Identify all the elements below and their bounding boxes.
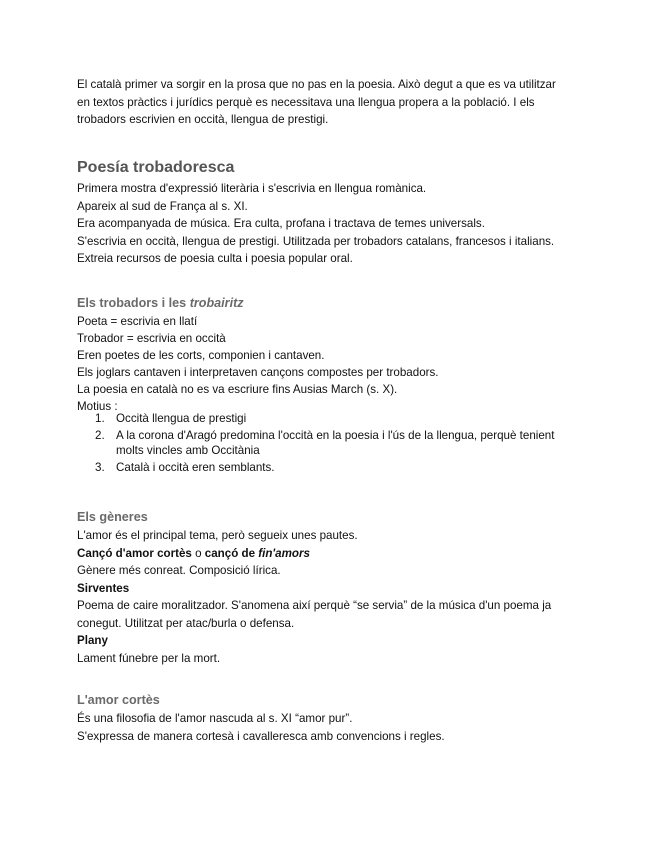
trobadors-line: Poeta = escrivia en llatí	[77, 315, 198, 328]
list-item-text: Català i occità eren semblants.	[116, 460, 275, 474]
section-title-generes: Els gèneres	[77, 510, 148, 524]
plany-heading: Plany	[77, 634, 108, 647]
list-item-text: A la corona d'Aragó predomina l'occità en la poesia i l'ús de la llengua, perquè tenient	[116, 428, 555, 442]
amor-line: S'expressa de manera cortesà i cavalleresca amb convencions i regles.	[77, 729, 445, 743]
plany-description: Lament fúnebre per la mort.	[77, 651, 221, 665]
trobadors-line: Els joglars cantaven i interpretaven cançons compostes per trobadors.	[77, 366, 439, 379]
section-title-trobadors	[77, 295, 244, 312]
canso-or: o	[191, 546, 205, 560]
sirventes-line: Poema de caire moralitzador. S'anomena així perquè “se servia” de la música d'un poema ja	[77, 599, 552, 612]
trobadors-line: Eren poetes de les corts, componien i cantaven.	[77, 349, 325, 362]
intro-line: en textos pràctics i jurídics perquè es necessitava una llengua propera a la població. I els	[77, 95, 535, 109]
sirventes-line: conegut. Utilitzat per atac/burla o defensa.	[77, 616, 295, 630]
canso-label-a: Cançó d'amor cortès	[77, 546, 192, 560]
canso-heading	[77, 545, 577, 563]
list-number: 3.	[95, 460, 105, 474]
section-title-amor: L'amor cortès	[77, 693, 160, 707]
generes-paragraph	[77, 527, 577, 667]
motius-list	[77, 411, 577, 476]
trobadors-line: La poesia en català no es va escriure fins Ausias March (s. X).	[77, 383, 398, 396]
poesia-paragraph	[77, 180, 577, 268]
list-number: 1.	[95, 412, 105, 425]
poesia-line: Apareix al sud de França al s. XI.	[77, 199, 248, 213]
trobadors-paragraph	[77, 313, 577, 415]
trobadors-title-italic: trobairitz	[189, 296, 244, 310]
poesia-line: Era acompanyada de música. Era culta, profana i tractava de temes universals.	[77, 217, 485, 230]
list-item	[77, 460, 577, 476]
list-item-text: molts vincles amb Occitània	[116, 444, 260, 457]
poesia-line: S'escrivia en occità, llengua de prestigi. Utilitzada per trobadors catalans, francesos i italians.	[77, 234, 555, 248]
canso-label-b	[205, 547, 310, 560]
list-item-text: Occità llengua de prestigi	[116, 412, 247, 425]
canso-label-b-italic: fin'amors	[258, 546, 310, 560]
list-item	[77, 411, 577, 427]
sirventes-heading: Sirventes	[77, 581, 130, 595]
amor-line: És una filosofia de l'amor nascuda al s. XI “amor pur”.	[77, 712, 353, 725]
generes-intro: L'amor és el principal tema, però segueix unes pautes.	[77, 529, 358, 542]
intro-line: El català primer va sorgir en la prosa que no pas en la poesia. Això degut a que es va utilitzar	[77, 78, 556, 91]
canso-description: Gènere més conreat. Composició lírica.	[77, 564, 281, 577]
intro-paragraph	[77, 76, 577, 129]
poesia-line: Primera mostra d'expressió literària i s'escrivia en llengua romànica.	[77, 182, 427, 195]
trobadors-line: Motius :	[77, 400, 118, 413]
canso-label-b-text: cançó de	[204, 546, 259, 560]
list-item	[77, 428, 577, 459]
amor-paragraph	[77, 710, 577, 745]
section-title-poesia: Poesía trobadoresca	[77, 159, 235, 176]
trobadors-title-prefix: Els trobadors i les	[77, 296, 190, 310]
trobadors-line: Trobador = escrivia en occità	[77, 332, 226, 345]
intro-line: trobadors escrivien en occità, llengua de prestigi.	[77, 113, 329, 126]
list-number: 2.	[95, 428, 105, 442]
poesia-line: Extreia recursos de poesia culta i poesia popular oral.	[77, 252, 353, 265]
